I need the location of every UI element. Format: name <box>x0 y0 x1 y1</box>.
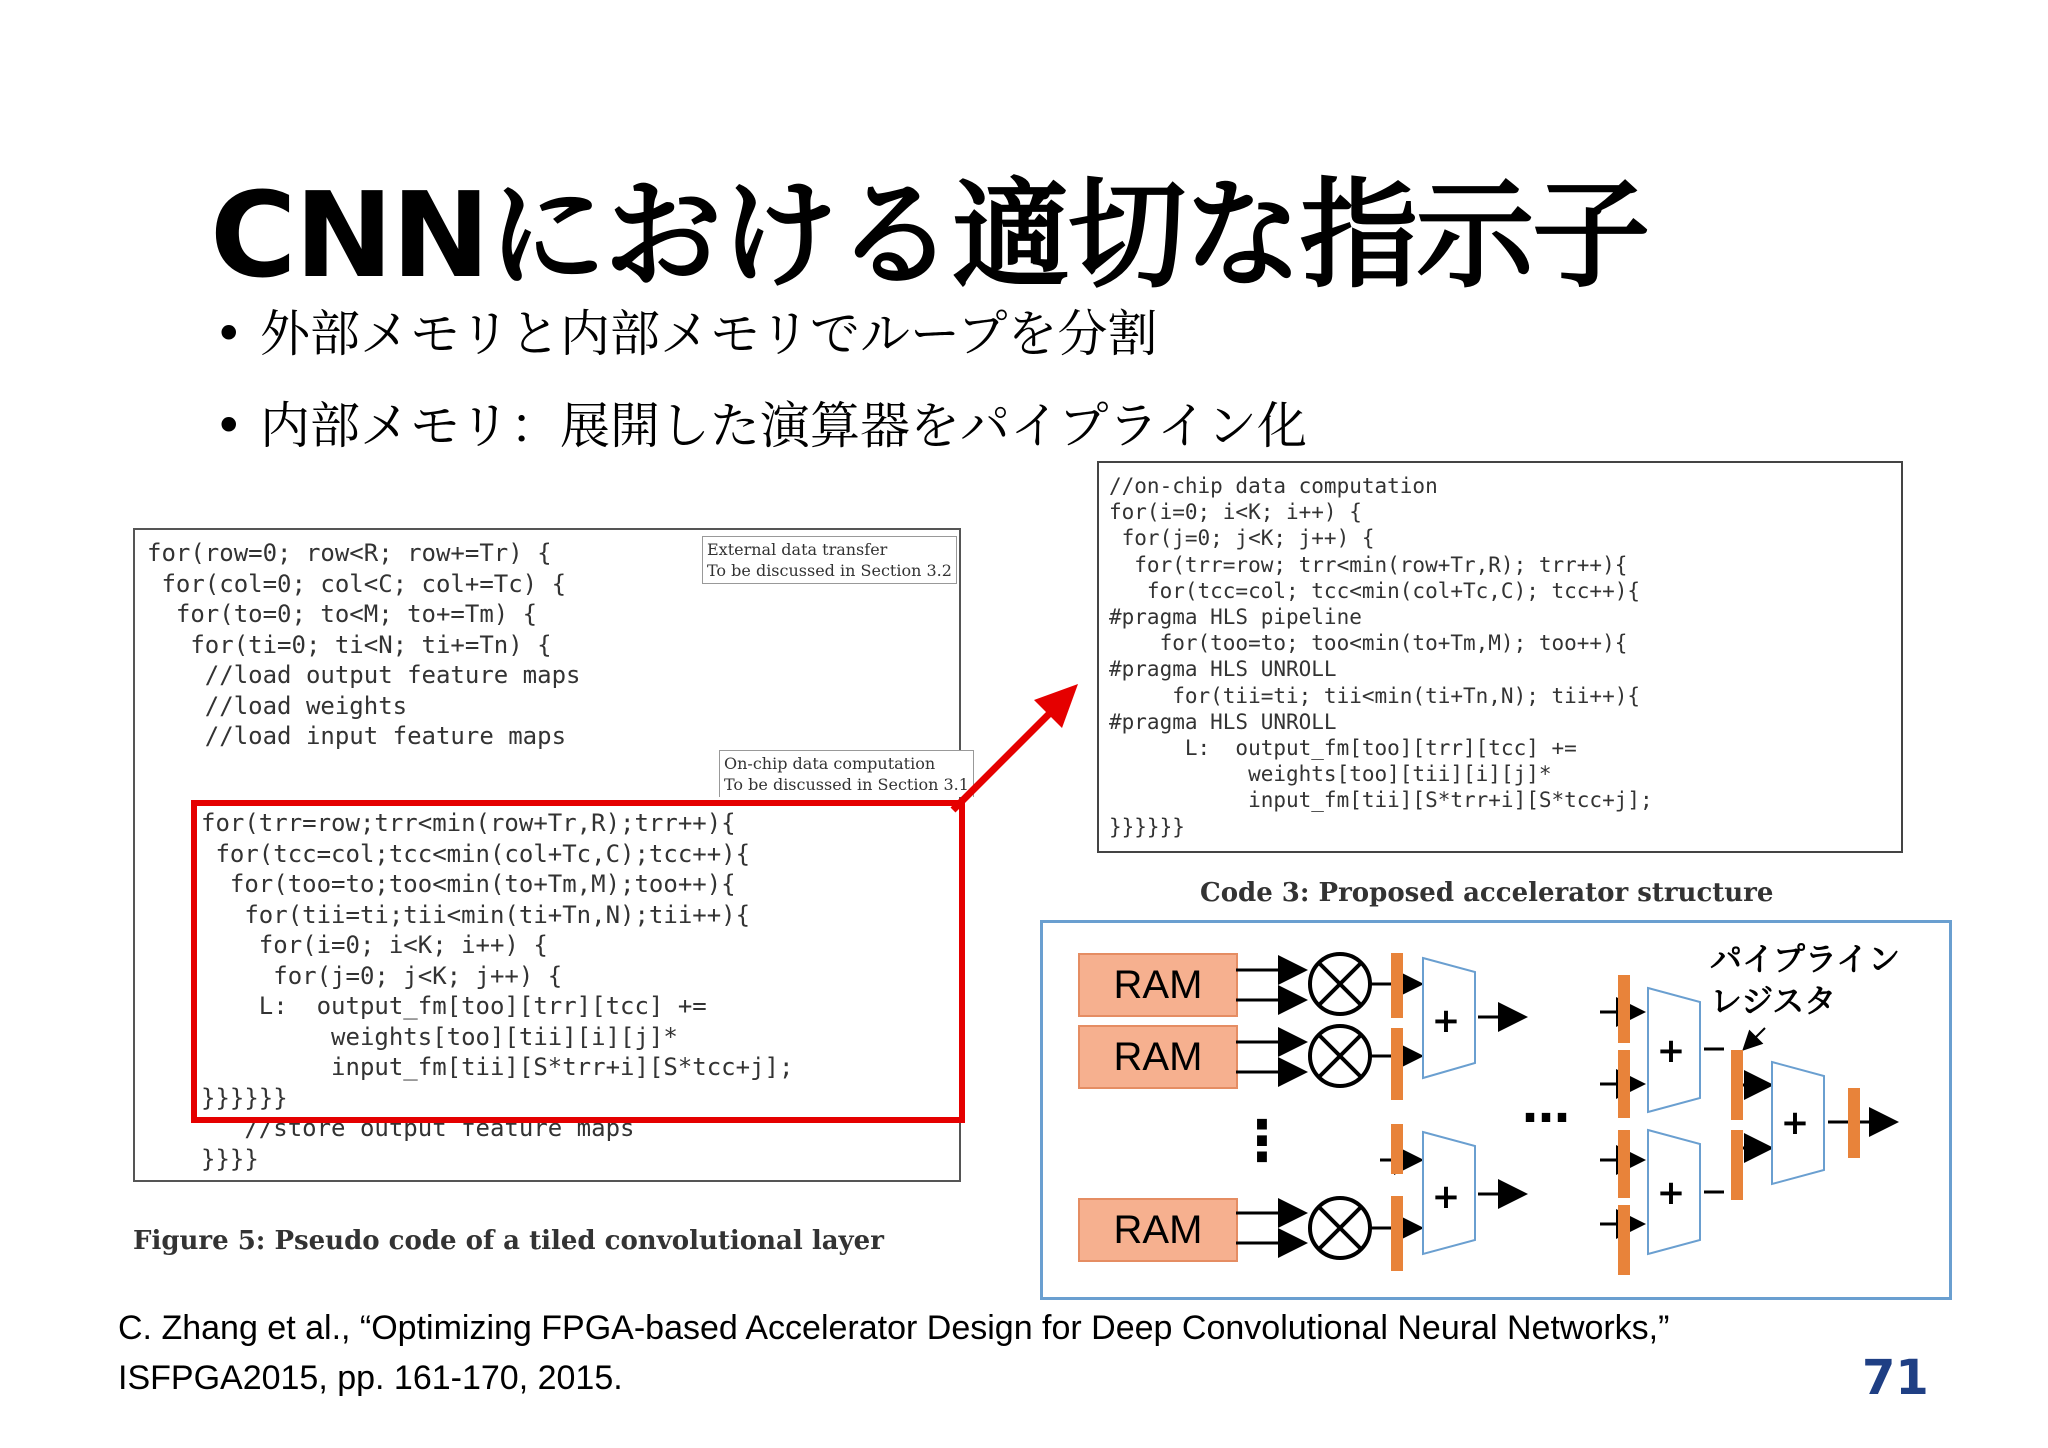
bullet-dot: • <box>214 397 244 455</box>
code-outer-loops: for(row=0; row<R; row+=Tr) { for(col=0; col<C; col+=Tc) { for(to=0; to<M; to+=Tm) { for(ti=0; ti<N; ti+=Tn) { //load output feature maps //load weights //load input feature maps <box>147 539 581 750</box>
slide-title: CNNにおける適切な指示子 <box>210 166 1649 304</box>
reference-line-1: C. Zhang et al., “Optimizing FPGA-based Accelerator Design for Deep Convolutional Neural Networks,” <box>118 1309 1670 1347</box>
reference <box>118 1303 1669 1403</box>
pipeline-register <box>1618 1130 1630 1198</box>
pipeline-register <box>1848 1088 1860 1158</box>
pipeline-register <box>1391 1196 1403 1271</box>
ram-block: RAM <box>1078 1025 1238 1089</box>
adder-plus: + <box>1780 1103 1810 1143</box>
pipeline-register <box>1391 953 1403 1018</box>
pipeline-register <box>1731 1130 1743 1200</box>
vertical-ellipsis: ⋮ <box>1234 1109 1290 1174</box>
horizontal-ellipsis: … <box>1522 1078 1570 1134</box>
bullet-text: 外部メモリと内部メモリでループを分割 <box>260 305 1158 363</box>
adder-plus: + <box>1656 1031 1686 1071</box>
pipeline-register <box>1391 1124 1403 1174</box>
pipeline-register <box>1618 1050 1630 1118</box>
figure-5-caption: Figure 5: Pseudo code of a tiled convolutional layer <box>133 1226 884 1256</box>
ram-block: RAM <box>1078 1198 1238 1262</box>
adder-plus: + <box>1431 1001 1461 1041</box>
pipeline-register <box>1731 1050 1743 1120</box>
reference-line-2: ISFPGA2015, pp. 161-170, 2015. <box>118 1359 623 1397</box>
ram-block: RAM <box>1078 953 1238 1017</box>
bullet-text: 内部メモリ：展開した演算器をパイプライン化 <box>260 397 1307 455</box>
page-number: 71 <box>1862 1350 1929 1406</box>
pipeline-register <box>1391 1028 1403 1100</box>
note-onchip-computation: On-chip data computation To be discussed in Section 3.1 <box>719 750 974 797</box>
note-external-transfer: External data transfer To be discussed in Section 3.2 <box>702 536 957 584</box>
pipeline-register <box>1618 975 1630 1043</box>
pipeline-register <box>1618 1205 1630 1275</box>
adder-plus: + <box>1431 1177 1461 1217</box>
code-3-caption: Code 3: Proposed accelerator structure <box>1200 878 1774 908</box>
code-onchip: //on-chip data computation for(i=0; i<K; i++) { for(j=0; j<K; j++) { for(trr=row; trr<min(row+Tr,R); trr++){ for(tcc=col; tcc<min(col+Tc,C); tcc++){ #pragma HLS pipeline for(too=to; too<min(to+Tm,M); too++){ #pragma HLS UNROLL for(tii=ti; tii<min(ti+Tn,N); tii++){ #pragma HLS UNROLL L: output_fm[too][trr][tcc] += weights[too][tii][i][j]* input_fm[tii][S*trr+i][S*tcc+j]; }}}}}} <box>1109 474 1653 839</box>
adder-plus: + <box>1656 1173 1686 1213</box>
register-pointer-arrow <box>1745 1028 1765 1048</box>
pipeline-register-label: パイプライン レジスタ <box>1710 940 1901 1020</box>
code-inner-loops: for(trr=row;trr<min(row+Tr,R);trr++){ for(tcc=col;tcc<min(col+Tc,C);tcc++){ for(too=to;too<min(to+Tm,M);too++){ for(tii=ti;tii<min(ti+Tn,N);tii++){ for(i=0; i<K; i++) { for(j=0; j<K; j++) { L: output_fm[too][trr][tcc] += weights[too][tii][i][j]* input_fm[tii][S*trr+i][S*tcc+j]; }}}}}} //store output feature maps }}}} <box>201 809 794 1173</box>
bullet-dot: • <box>214 305 244 363</box>
